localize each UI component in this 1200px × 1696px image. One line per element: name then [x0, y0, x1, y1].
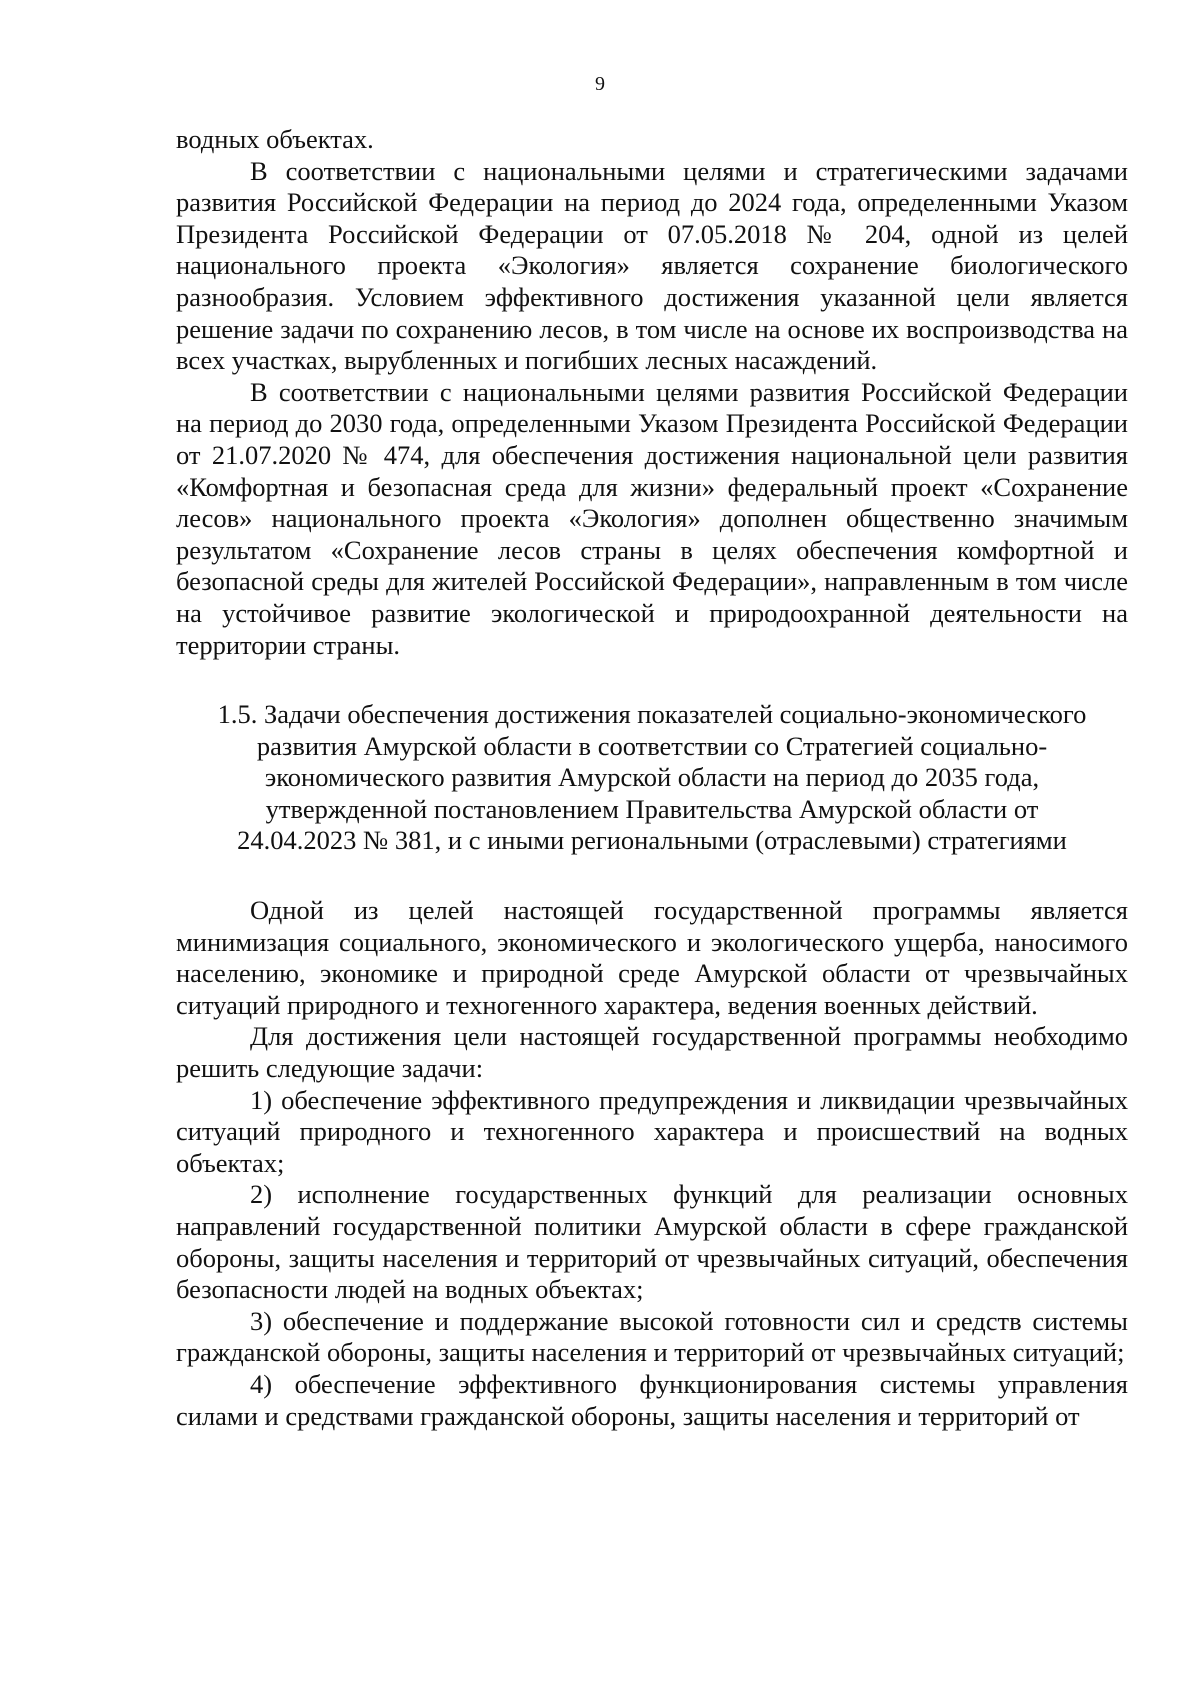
- paragraph-national-goals-2030: В соответствии с национальными целями развития Российской Федерации на период до 2030 года, определенными Указом Президента Российской Федерации от 21.07.2020 № 474, для обеспечения достижения национальной цели развития «Комфортная и безопасная среда для жизни» федеральный проект «Сохранение лесов» национального проекта «Экология» дополнен общественно значимым результатом «Сохранение лесов страны в целях обеспечения комфортной и безопасной среды для жителей Российской Федерации», направленным в том числе на устойчивое развитие экологической и природоохранной деятельности на территории страны.: [176, 376, 1128, 660]
- paragraph-continuation: водных объектах.: [176, 124, 374, 154]
- paragraph-program-goal: Одной из целей настоящей государственной программы является минимизация социального, экономического и экологического ущерба, наносимого населению, экономике и природной среде Амурской области от чрезвычайных ситуаций природного и техногенного характера, ведения военных действий.: [176, 895, 1128, 1020]
- section-heading-1-5: 1.5. Задачи обеспечения достижения показателей социально-экономического развития Амурской области в соответствии со Стратегией социально-экономического развития Амурской области на период до 2035 года, утвержденной постановлением Правительства Амурской области от 24.04.2023 № 381, и с иными региональными (отраслевыми) стратегиями: [217, 699, 1087, 856]
- list-item-task-2: 2) исполнение государственных функций для реализации основных направлений государственной политики Амурской области в сфере гражданской обороны, защиты населения и территорий от чрезвычайных ситуаций, обеспечения безопасности людей на водных объектах;: [176, 1179, 1128, 1305]
- page-number: 9: [595, 73, 605, 95]
- paragraph-tasks-intro: Для достижения цели настоящей государственной программы необходимо решить следующие задачи:: [176, 1021, 1128, 1084]
- list-item-task-1: 1) обеспечение эффективного предупреждения и ликвидации чрезвычайных ситуаций природного и техногенного характера и происшествий на водных объектах;: [176, 1084, 1128, 1178]
- document-body: [176, 124, 1128, 1432]
- paragraph-national-goals-2024: В соответствии с национальными целями и стратегическими задачами развития Российской Федерации на период до 2024 года, определенными Указом Президента Российской Федерации от 07.05.2018 № 204, одной из целей национального проекта «Экология» является сохранение биологического разнообразия. Условием эффективного достижения указанной цели является решение задачи по сохранению лесов, в том числе на основе их воспроизводства на всех участках, вырубленных и погибших лесных насаждений.: [176, 155, 1128, 376]
- list-item-task-4: 4) обеспечение эффективного функционирования системы управления силами и средствами гражданской обороны, защиты населения и территорий от: [176, 1368, 1128, 1431]
- list-item-task-3: 3) обеспечение и поддержание высокой готовности сил и средств системы гражданской обороны, защиты населения и территорий от чрезвычайных ситуаций;: [176, 1305, 1128, 1368]
